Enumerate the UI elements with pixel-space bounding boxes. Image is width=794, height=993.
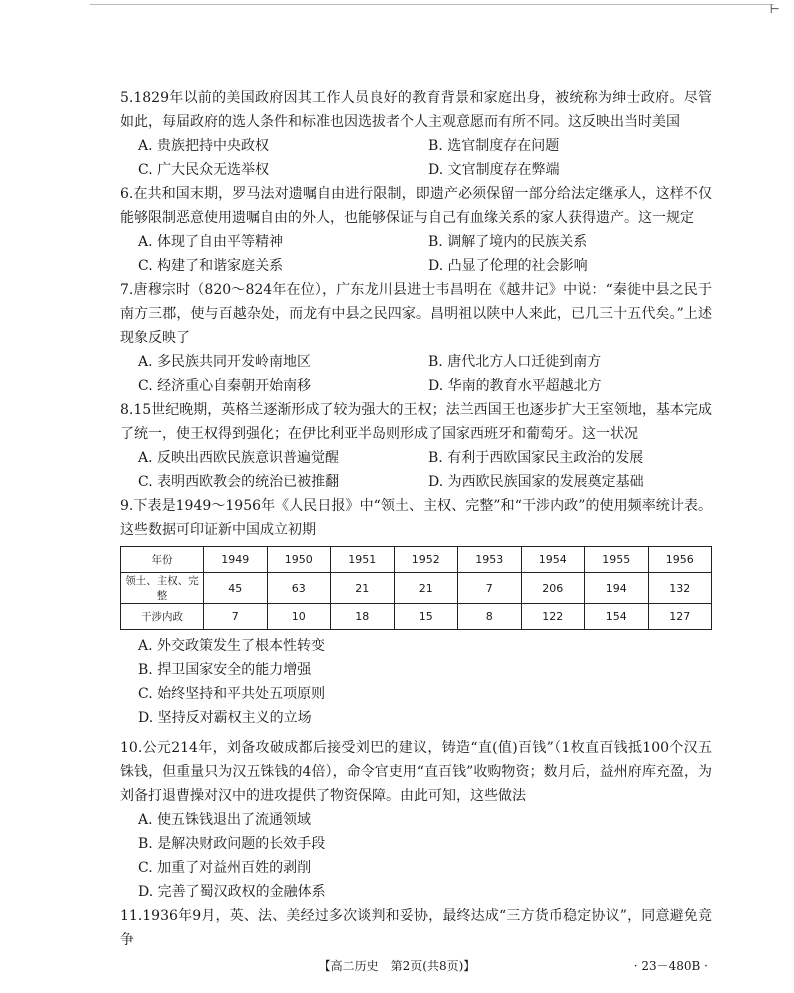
option-b: B. 选官制度存在问题 (428, 138, 560, 154)
options (120, 446, 712, 494)
question-stem: 7.唐穆宗时（820～824年在位），广东龙川县进士韦昌明在《越井记》中说：“秦徙中县之民于南方三郡，使与百越杂处，而龙有中县之民四家。昌明祖以陕中人来此，已几三十五代矣。”上述现象反映了 (120, 282, 712, 346)
question-stem: 9.下表是1949～1956年《人民日报》中“领土、主权、完整”和“干涉内政”的使用频率统计表。这些数据可印证新中国成立初期 (120, 498, 712, 538)
option-b: B. 捍卫国家安全的能力增强 (138, 662, 312, 678)
option-d: D. 文官制度存在弊端 (428, 162, 560, 178)
frequency-table (120, 546, 712, 630)
question-stem: 8.15世纪晚期，英格兰逐渐形成了较为强大的王权；法兰西国王也逐步扩大王室领地，基本完成了统一，使王权得到强化；在伊比利亚半岛则形成了国家西班牙和葡萄牙。这一状况 (120, 402, 712, 442)
option-a: A. 外交政策发生了根本性转变 (138, 638, 326, 654)
option-d: D. 为西欧民族国家的发展奠定基础 (428, 474, 644, 490)
table-cell: 63 (267, 573, 331, 604)
table-cell: 21 (331, 573, 395, 604)
footer-page-label: 【高二历史 第2页(共8页)】 (318, 959, 476, 973)
option-b: B. 是解决财政问题的长效手段 (138, 836, 326, 852)
option-b: B. 唐代北方人口迁徙到南方 (428, 354, 602, 370)
table-cell: 1951 (331, 547, 395, 573)
option-a: A. 贵族把持中央政权 (138, 138, 270, 154)
table-cell: 132 (648, 573, 712, 604)
table-header-row (121, 547, 712, 573)
options (120, 230, 712, 278)
table-cell: 154 (585, 604, 649, 630)
option-d: D. 完善了蜀汉政权的金融体系 (138, 884, 326, 900)
question-stem: 6.在共和国末期，罗马法对遗嘱自由进行限制，即遗产必须保留一部分给法定继承人，这样不仅能够限制恶意使用遗嘱自由的外人，也能够保证与自己有血缘关系的家人获得遗产。这一规定 (120, 186, 712, 226)
table-cell: 206 (521, 573, 585, 604)
table-cell: 15 (394, 604, 458, 630)
options (120, 634, 712, 730)
question-5 (120, 86, 712, 182)
table-cell: 1952 (394, 547, 458, 573)
table-cell: 1955 (585, 547, 649, 573)
table-cell: 21 (394, 573, 458, 604)
question-11 (120, 904, 712, 952)
table-cell: 7 (458, 573, 522, 604)
options (120, 350, 712, 398)
page-footer (0, 957, 794, 977)
table-cell: 8 (458, 604, 522, 630)
option-a: A. 体现了自由平等精神 (138, 234, 284, 250)
top-border-line (90, 4, 774, 5)
question-stem: 5.1829年以前的美国政府因其工作人员良好的教育背景和家庭出身，被统称为绅士政府。尽管如此，每届政府的选人条件和标准也因选拔者个人主观意愿而有所不同。这反映出当时美国 (120, 90, 712, 130)
table-cell: 18 (331, 604, 395, 630)
table-cell: 122 (521, 604, 585, 630)
option-d: D. 坚持反对霸权主义的立场 (138, 710, 312, 726)
question-8 (120, 398, 712, 494)
question-10 (120, 736, 712, 904)
option-b: B. 有利于西欧国家民主政治的发展 (428, 450, 644, 466)
corner-mark: ⊢ (769, 2, 780, 16)
table-cell: 45 (204, 573, 268, 604)
option-d: D. 凸显了伦理的社会影响 (428, 258, 588, 274)
table-row (121, 604, 712, 630)
table-cell: 1956 (648, 547, 712, 573)
option-a: A. 反映出西欧民族意识普遍觉醒 (138, 450, 340, 466)
table-row-label: 领土、主权、完整 (121, 573, 204, 604)
table-cell: 7 (204, 604, 268, 630)
question-9 (120, 494, 712, 730)
table-cell: 127 (648, 604, 712, 630)
option-c: C. 广大民众无选举权 (138, 162, 270, 178)
page-content (120, 86, 712, 952)
table-cell: 10 (267, 604, 331, 630)
table-header-label: 年份 (121, 547, 204, 573)
option-c: C. 加重了对益州百姓的剥削 (138, 860, 312, 876)
option-c: C. 表明西欧教会的统治已被推翻 (138, 474, 340, 490)
option-a: A. 多民族共同开发岭南地区 (138, 354, 312, 370)
footer-code: · 23－480B · (633, 959, 708, 973)
options (120, 134, 712, 182)
table-cell: 194 (585, 573, 649, 604)
option-c: C. 始终坚持和平共处五项原则 (138, 686, 326, 702)
question-stem: 10.公元214年，刘备攻破成都后接受刘巴的建议，铸造“直(值)百钱”（1枚直百钱抵100个汉五铢钱，但重量只为汉五铢钱的4倍），命令官吏用“直百钱”收购物资；数月后，益州府库充盈，为刘备打退曹操对汉中的进攻提供了物资保障。由此可知，这些做法 (120, 740, 712, 804)
table-cell: 1954 (521, 547, 585, 573)
question-6 (120, 182, 712, 278)
question-7 (120, 278, 712, 398)
options (120, 808, 712, 904)
question-stem: 11.1936年9月，英、法、美经过多次谈判和妥协，最终达成“三方货币稳定协议”，同意避免竞争 (120, 908, 712, 948)
table-row (121, 573, 712, 604)
option-d: D. 华南的教育水平超越北方 (428, 378, 602, 394)
table-cell: 1953 (458, 547, 522, 573)
option-a: A. 使五铢钱退出了流通领域 (138, 812, 312, 828)
table-cell: 1949 (204, 547, 268, 573)
table-row-label: 干涉内政 (121, 604, 204, 630)
table-cell: 1950 (267, 547, 331, 573)
option-c: C. 经济重心自秦朝开始南移 (138, 378, 312, 394)
option-c: C. 构建了和谐家庭关系 (138, 258, 284, 274)
option-b: B. 调解了境内的民族关系 (428, 234, 588, 250)
